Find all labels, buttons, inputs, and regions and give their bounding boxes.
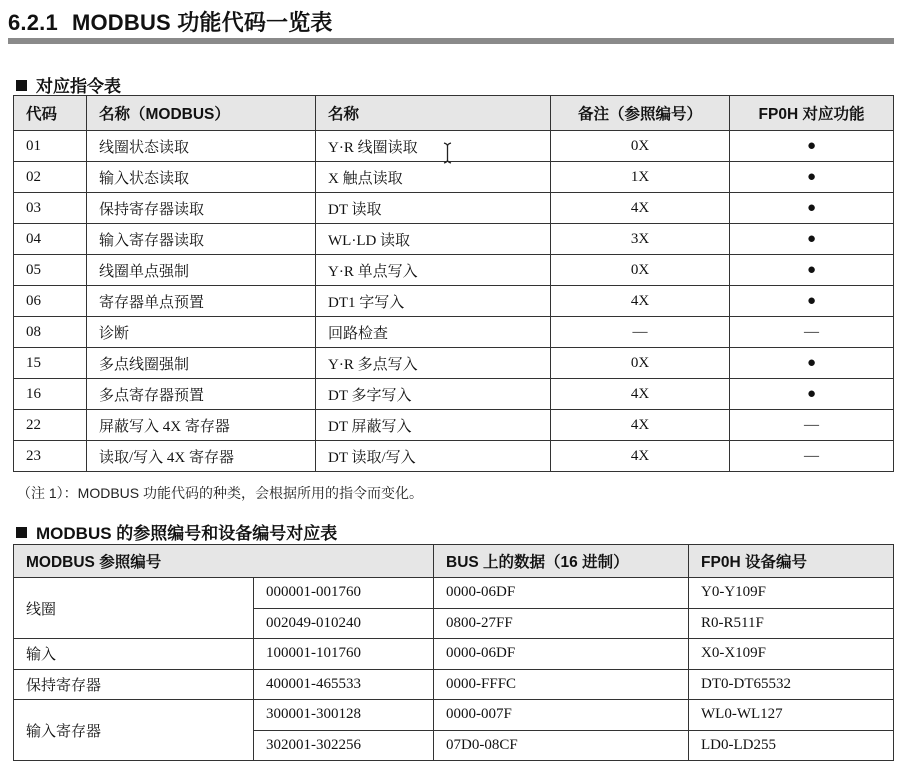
table-row <box>14 162 894 193</box>
cell-fp0h: ● <box>730 131 894 162</box>
cell-fp0h: ● <box>730 162 894 193</box>
cell-code: 03 <box>14 193 87 224</box>
cell-modbus-name: 输入寄存器读取 <box>87 224 316 255</box>
col-header-fp0h-device: FP0H 设备编号 <box>689 545 894 578</box>
col-header-fp0h: FP0H 对应功能 <box>730 96 894 131</box>
cell-modbus-name: 寄存器单点预置 <box>87 286 316 317</box>
cell-fp0h: ● <box>730 379 894 410</box>
table-row <box>14 639 894 670</box>
cell-device: R0-R511F <box>689 608 894 639</box>
table-row <box>14 131 894 162</box>
cell-name: Y·R 多点写入 <box>316 348 551 379</box>
cell-fp0h: ● <box>730 255 894 286</box>
section-heading-text: MODBUS 的参照编号和设备编号对应表 <box>36 524 338 543</box>
cell-code: 15 <box>14 348 87 379</box>
cell-modbus-name: 线圈单点强制 <box>87 255 316 286</box>
cell-group-name: 输入寄存器 <box>14 700 254 761</box>
col-header-name: 名称 <box>316 96 551 131</box>
cell-code: 22 <box>14 410 87 441</box>
cell-group-name: 保持寄存器 <box>14 669 254 700</box>
cell-code: 23 <box>14 441 87 472</box>
table-row <box>14 669 894 700</box>
cell-fp0h: ● <box>730 224 894 255</box>
cell-remark: 4X <box>551 410 730 441</box>
cell-code: 04 <box>14 224 87 255</box>
cell-fp0h: ● <box>730 286 894 317</box>
cell-fp0h: — <box>730 317 894 348</box>
col-header-bus-data: BUS 上的数据（16 进制） <box>434 545 689 578</box>
cell-code: 01 <box>14 131 87 162</box>
col-header-remark: 备注（参照编号） <box>551 96 730 131</box>
cell-name: 回路检查 <box>316 317 551 348</box>
cell-ref-range: 000001-001760 <box>254 578 434 609</box>
cell-code: 08 <box>14 317 87 348</box>
col-header-modbus-name: 名称（MODBUS） <box>87 96 316 131</box>
table-row <box>14 193 894 224</box>
cell-name: DT 屏蔽写入 <box>316 410 551 441</box>
cell-name: X 触点读取 <box>316 162 551 193</box>
col-header-code: 代码 <box>14 96 87 131</box>
cell-remark: 4X <box>551 379 730 410</box>
cell-fp0h: ● <box>730 348 894 379</box>
section-heading-mapping <box>16 519 337 544</box>
page-title <box>8 6 333 37</box>
table-header-row <box>14 545 894 578</box>
cell-code: 06 <box>14 286 87 317</box>
cell-remark: 0X <box>551 255 730 286</box>
cell-device: Y0-Y109F <box>689 578 894 609</box>
cell-ref-range: 100001-101760 <box>254 639 434 670</box>
cell-modbus-name: 读取/写入 4X 寄存器 <box>87 441 316 472</box>
section-heading-text: 对应指令表 <box>36 77 121 96</box>
section-title: MODBUS 功能代码一览表 <box>71 10 333 35</box>
cell-modbus-name: 线圈状态读取 <box>87 131 316 162</box>
table-row <box>14 286 894 317</box>
cell-device: X0-X109F <box>689 639 894 670</box>
cell-remark: 3X <box>551 224 730 255</box>
cell-name: DT 读取 <box>316 193 551 224</box>
cell-remark: 0X <box>551 131 730 162</box>
cell-remark: — <box>551 317 730 348</box>
bullet-square-icon <box>16 80 27 91</box>
table-header-row <box>14 96 894 131</box>
table-row <box>14 317 894 348</box>
cell-name: Y·R 单点写入 <box>316 255 551 286</box>
table-row <box>14 348 894 379</box>
table-row <box>14 224 894 255</box>
cell-bus-data: 0000-06DF <box>434 578 689 609</box>
cell-ref-range: 300001-300128 <box>254 700 434 731</box>
mapping-table <box>13 544 894 761</box>
cell-modbus-name: 保持寄存器读取 <box>87 193 316 224</box>
cell-name: DT 读取/写入 <box>316 441 551 472</box>
cell-modbus-name: 输入状态读取 <box>87 162 316 193</box>
cell-ref-range: 002049-010240 <box>254 608 434 639</box>
cell-device: DT0-DT65532 <box>689 669 894 700</box>
table-row <box>14 700 894 731</box>
cell-code: 16 <box>14 379 87 410</box>
cell-name: WL·LD 读取 <box>316 224 551 255</box>
cell-ref-range: 302001-302256 <box>254 730 434 761</box>
cell-remark: 0X <box>551 348 730 379</box>
section-heading-instructions <box>16 72 121 97</box>
cell-modbus-name: 诊断 <box>87 317 316 348</box>
cell-group-name: 线圈 <box>14 578 254 639</box>
cell-bus-data: 0000-FFFC <box>434 669 689 700</box>
bullet-square-icon <box>16 527 27 538</box>
cell-remark: 4X <box>551 441 730 472</box>
section-number: 6.2.1 <box>8 10 58 35</box>
cell-name: DT 多字写入 <box>316 379 551 410</box>
table-row <box>14 578 894 609</box>
title-underline <box>8 38 894 44</box>
cell-ref-range: 400001-465533 <box>254 669 434 700</box>
table-row <box>14 379 894 410</box>
cell-modbus-name: 多点寄存器预置 <box>87 379 316 410</box>
cell-name: DT1 字写入 <box>316 286 551 317</box>
cell-code: 02 <box>14 162 87 193</box>
table-row <box>14 441 894 472</box>
text-cursor-icon <box>443 142 452 164</box>
table-row <box>14 410 894 441</box>
cell-fp0h: — <box>730 410 894 441</box>
instruction-table <box>13 95 894 472</box>
cell-bus-data: 07D0-08CF <box>434 730 689 761</box>
cell-fp0h: ● <box>730 193 894 224</box>
cell-remark: 4X <box>551 193 730 224</box>
cell-device: WL0-WL127 <box>689 700 894 731</box>
cell-bus-data: 0000-06DF <box>434 639 689 670</box>
footnote: （注 1）：MODBUS 功能代码的种类，会根据所用的指令而变化。 <box>17 485 424 501</box>
cell-name: Y·R 线圈读取 <box>316 131 551 162</box>
col-header-modbus-ref: MODBUS 参照编号 <box>14 545 434 578</box>
cell-bus-data: 0000-007F <box>434 700 689 731</box>
cell-code: 05 <box>14 255 87 286</box>
cell-fp0h: — <box>730 441 894 472</box>
cell-modbus-name: 屏蔽写入 4X 寄存器 <box>87 410 316 441</box>
table-row <box>14 255 894 286</box>
cell-remark: 1X <box>551 162 730 193</box>
cell-group-name: 输入 <box>14 639 254 670</box>
cell-device: LD0-LD255 <box>689 730 894 761</box>
cell-remark: 4X <box>551 286 730 317</box>
cell-modbus-name: 多点线圈强制 <box>87 348 316 379</box>
cell-bus-data: 0800-27FF <box>434 608 689 639</box>
